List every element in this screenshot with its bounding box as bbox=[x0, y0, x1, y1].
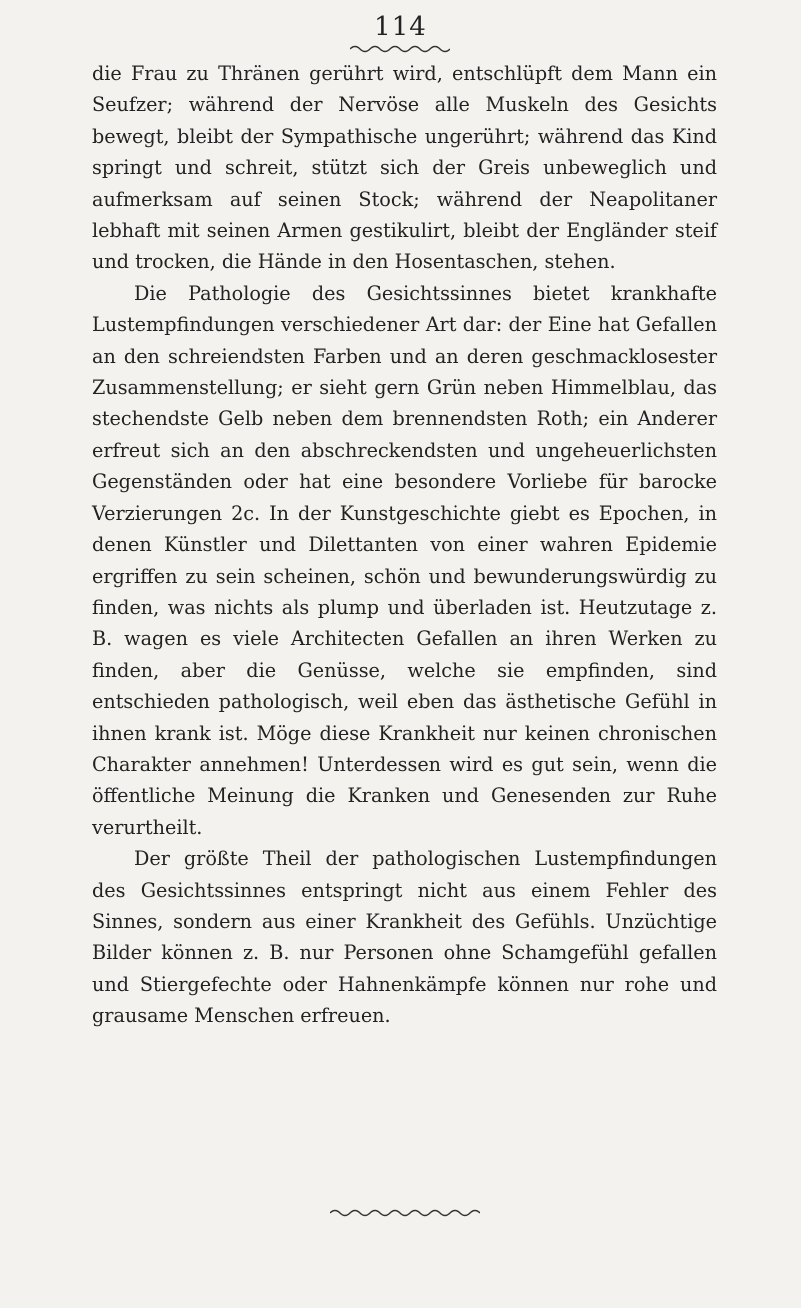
wavy-ornament-icon bbox=[330, 1208, 480, 1218]
wavy-ornament-icon bbox=[350, 44, 450, 54]
body-text bbox=[92, 58, 717, 1032]
paragraph-2: Die Pathologie des Gesichtssinnes bietet krankhafte Lustempfindungen verschiedener Art dar: der Eine hat Gefallen an den schreiendsten Farben und an deren geschmacklosester Zusammenstellung; er sieht gern Grün neben Himmelblau, das stechendste Gelb neben dem brennendsten Roth; ein Anderer erfreut sich an den abschreckendsten und ungeheuerlichsten Gegenständen oder hat eine besondere Vorliebe für barocke Verzierungen 2c. In der Kunstgeschichte giebt es Epochen, in denen Künstler und Dilettanten von einer wahren Epidemie ergriffen zu sein scheinen, schön und bewunderungswürdig zu finden, was nichts als plump und überladen ist. Heutzutage z. B. wagen es viele Architecten Gefallen an ihren Werken zu finden, aber die Genüsse, welche sie empfinden, sind entschieden pathologisch, weil eben das ästhetische Gefühl in ihnen krank ist. Möge diese Krankheit nur keinen chronischen Charakter annehmen! Unterdessen wird es gut sein, wenn die öffentliche Meinung die Kranken und Genesenden zur Ruhe verurtheilt. bbox=[92, 281, 717, 839]
paragraph-3: Der größte Theil der pathologischen Lustempfindungen des Gesichtssinnes entspringt nicht aus einem Fehler des Sinnes, sondern aus einer Krankheit des Gefühls. Unzüchtige Bilder können z. B. nur Personen ohne Schamgefühl gefallen und Stiergefechte oder Hahnenkämpfe können nur rohe und grausame Menschen erfreuen. bbox=[92, 847, 717, 1028]
paragraph-1: die Frau zu Thränen gerührt wird, entschlüpft dem Mann ein Seufzer; während der Nervöse alle Muskeln des Gesichts bewegt, bleibt der Sympathische ungerührt; während das Kind springt und schreit, stützt sich der Greis unbeweglich und aufmerksam auf seinen Stock; während der Neapolitaner lebhaft mit seinen Armen gestikulirt, bleibt der Engländer steif und trocken, die Hände in den Hosentaschen, stehen. bbox=[92, 62, 717, 274]
page-number: 114 bbox=[374, 12, 427, 42]
